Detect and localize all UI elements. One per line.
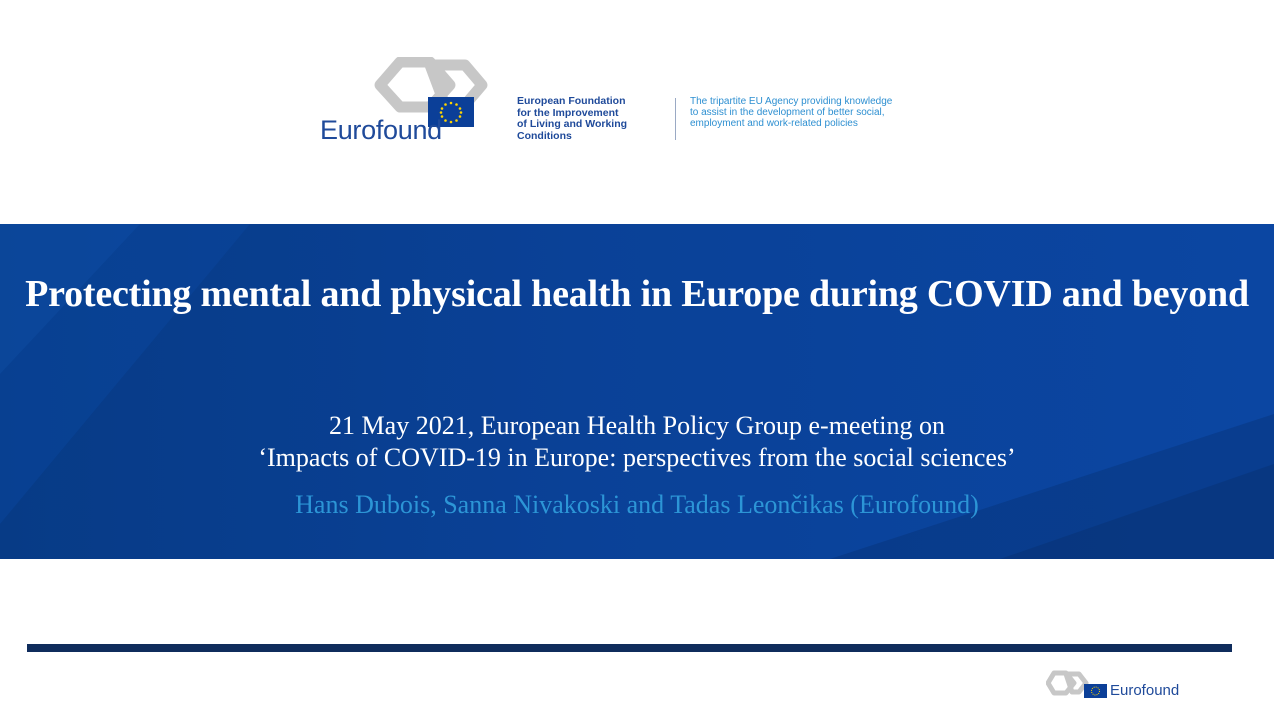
eurofound-logo: [318, 55, 498, 150]
tagline-line: The tripartite EU Agency providing knowledge: [690, 96, 893, 107]
foundation-line: of Living and Working: [517, 118, 628, 130]
agency-tagline: [690, 96, 960, 129]
eu-flag-icon: [1084, 684, 1107, 698]
logo-wordmark: Eurofound: [320, 115, 442, 145]
header-divider: [675, 98, 676, 140]
footer-logo-wordmark: Eurofound: [1110, 682, 1180, 699]
foundation-line: European Foundation: [517, 95, 626, 107]
foundation-line: for the Improvement: [517, 106, 619, 119]
event-line-1: 21 May 2021, European Health Policy Group e-meeting on: [329, 411, 945, 440]
footer-logo: [1046, 668, 1216, 702]
slide-title: Protecting mental and physical health in Europe during COVID and beyond: [25, 273, 1249, 315]
tagline-line: to assist in the development of better social,: [690, 107, 885, 118]
foundation-line: Conditions: [517, 129, 572, 142]
event-line-2: ‘Impacts of COVID-19 in Europe: perspectives from the social sciences’: [258, 443, 1016, 472]
foundation-name: [517, 96, 667, 142]
title-banner: [0, 224, 1274, 559]
event-details: [0, 410, 1274, 474]
tagline-line: employment and work-related policies: [690, 118, 858, 129]
authors: Hans Dubois, Sanna Nivakoski and Tadas Leončikas (Eurofound): [295, 490, 979, 519]
footer-rule: [27, 644, 1232, 652]
